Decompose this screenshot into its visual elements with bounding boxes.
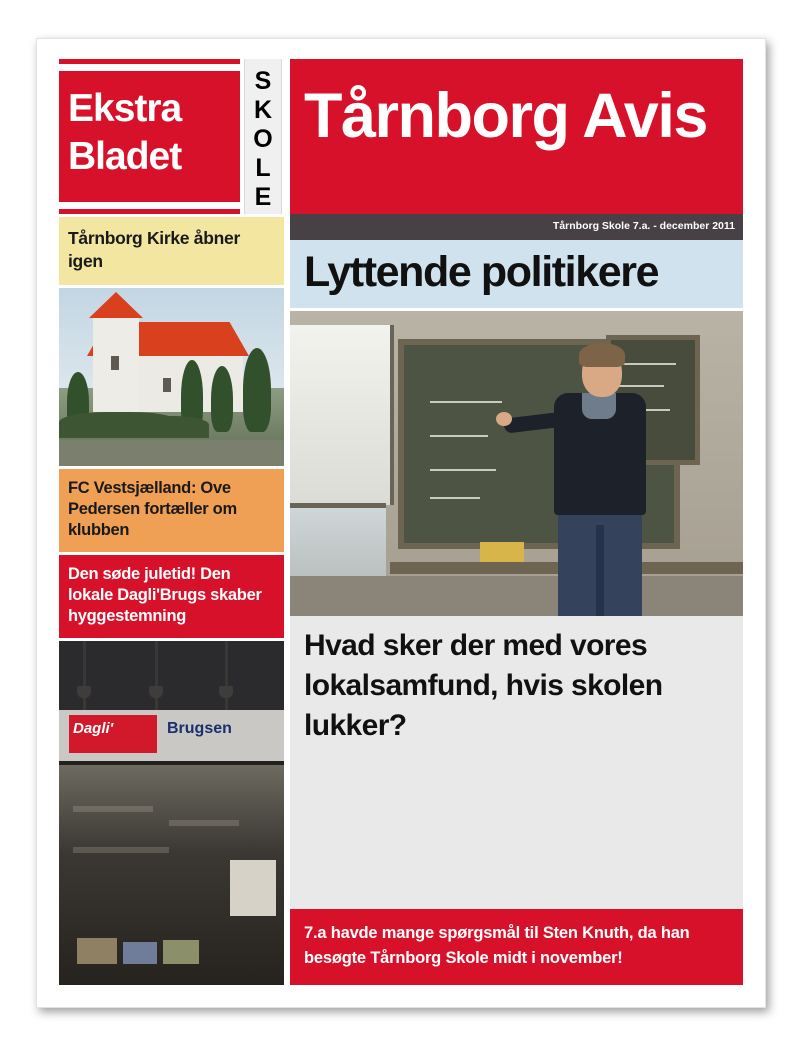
shop-photo-pole <box>155 641 158 717</box>
classroom-floor <box>290 576 743 616</box>
classroom-photo <box>290 308 743 616</box>
shop-sign-brugsen-text: Brugsen <box>167 720 232 738</box>
church-photo-tree <box>243 348 271 432</box>
shop-photo-shelf <box>169 820 239 826</box>
standfirst-text: 7.a havde mange spørgsmål til Sten Knuth, da han besøgte Tårnborg Skole midt i november! <box>304 924 690 967</box>
teacher-hand <box>496 412 512 426</box>
classroom-chalk-line <box>618 385 664 387</box>
main-headline-band <box>290 240 743 308</box>
church-photo <box>59 288 284 466</box>
shop-photo-lamp <box>219 686 233 698</box>
sidebar-headline-church: Tårnborg Kirke åbner igen <box>68 228 240 271</box>
shop-photo-crate <box>163 940 199 964</box>
teacher-hair <box>579 343 625 367</box>
masthead-left <box>59 59 284 214</box>
sidebar-item-christmas[interactable] <box>59 555 284 641</box>
dateline-bar <box>290 214 743 240</box>
logo-rule-top <box>59 64 240 71</box>
shop-photo-lamp <box>77 686 91 698</box>
classroom-projector-screen <box>290 325 394 505</box>
shop-photo-pole <box>225 641 228 717</box>
sidebar-headline-football: FC Vestsjælland: Ove Pedersen fortæller om klubben <box>68 479 237 539</box>
dateline-text: Tårnborg Skole 7.a. - december 2011 <box>552 220 735 232</box>
secondary-headline-band <box>290 616 743 909</box>
shop-sign-dagli-text: Dagli' <box>73 720 114 738</box>
shop-photo-crate <box>77 938 117 964</box>
church-photo-hedge <box>119 416 209 438</box>
classroom-book <box>480 542 524 562</box>
ekstra-bladet-logo <box>59 59 240 214</box>
classroom-chalk-line <box>430 401 502 403</box>
sidebar-headline-christmas: Den søde juletid! Den lokale Dagli'Brugs skaber hyggestemning <box>68 565 262 625</box>
classroom-chalk-line <box>618 363 676 365</box>
standfirst-band <box>290 909 743 985</box>
masthead-banner <box>290 59 743 214</box>
logo-word-bladet: Bladet <box>68 135 182 178</box>
shop-photo-lamp <box>149 686 163 698</box>
church-photo-window <box>111 356 119 370</box>
sidebar-item-church[interactable] <box>59 214 284 288</box>
logo-wordmark <box>68 85 234 181</box>
brugsen-photo <box>59 641 284 985</box>
sidebar-item-football[interactable] <box>59 466 284 555</box>
main-headline: Lyttende politikere <box>304 248 659 296</box>
classroom-chalk-line <box>430 469 496 471</box>
classroom-chalk-line <box>430 435 488 437</box>
teacher-leg-gap <box>596 525 604 616</box>
church-photo-path <box>59 440 284 466</box>
shop-photo-sky <box>59 641 284 717</box>
logo-rule-bottom <box>59 202 240 209</box>
skole-vertical-bar <box>240 59 284 214</box>
shop-photo-poster <box>230 860 276 916</box>
page-inner-layout <box>59 59 743 985</box>
secondary-headline: Hvad sker der med vores lokalsamfund, hvis skolen lukker? <box>304 629 663 742</box>
logo-word-ekstra: Ekstra <box>68 87 182 130</box>
shop-photo-shelf <box>73 806 153 812</box>
newspaper-front-page <box>36 38 766 1008</box>
shop-photo-shelf <box>73 847 169 853</box>
main-column <box>290 59 743 985</box>
church-photo-tree <box>211 366 233 432</box>
shop-photo-pole <box>83 641 86 717</box>
skole-bar-inner <box>244 59 282 214</box>
skole-vertical-text: S K O L E <box>253 67 273 211</box>
classroom-chalk-line <box>430 497 480 499</box>
newspaper-title: Tårnborg Avis <box>304 81 707 151</box>
sidebar-column <box>59 59 287 985</box>
church-photo-window <box>163 378 171 392</box>
shop-photo-crate <box>123 942 157 964</box>
